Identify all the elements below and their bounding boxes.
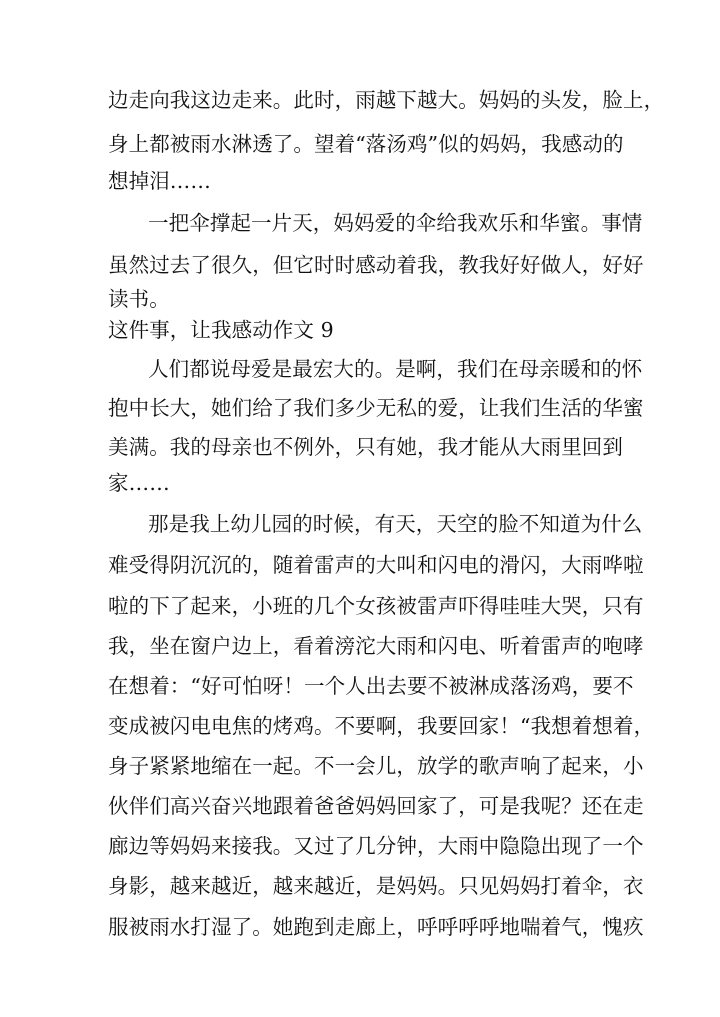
paragraph-line: 想掉泪…… [108,169,211,193]
paragraph-line: 啦的下了起来，小班的几个女孩被雷声吓得哇哇大哭，只有 [108,594,644,618]
paragraph-line: 廊边等妈妈来接我。又过了几分钟，大雨中隐隐出现了一个 [108,834,644,858]
paragraph-line: 边走向我这边走来。此时，雨越下越大。妈妈的头发，脸上， [108,88,665,112]
paragraph-line: 身子紧紧地缩在一起。不一会儿，放学的歌声响了起来，小 [108,754,644,778]
paragraph-line: 伙伴们高兴奋兴地跟着爸爸妈妈回家了，可是我呢？还在走 [108,794,644,818]
paragraph-line: 难受得阴沉沉的，随着雷声的大叫和闪电的滑闪，大雨哗啦 [108,553,644,577]
paragraph-line: 虽然过去了很久，但它时时感动着我，教我好好做人，好好 [108,253,644,277]
paragraph-line: 身影，越来越近，越来越近，是妈妈。只见妈妈打着伞，衣 [108,874,644,898]
paragraph-line: 在想着：“好可怕呀！一个人出去要不被淋成落汤鸡，要不 [108,674,634,698]
article-heading: 这件事，让我感动作文 9 [108,318,334,342]
paragraph-line: 抱中长大，她们给了我们多少无私的爱，让我们生活的华蜜 [108,396,644,420]
paragraph-line: 美满。我的母亲也不例外，只有她，我才能从大雨里回到 [108,435,623,459]
paragraph-line: 读书。 [108,287,170,311]
paragraph-line: 服被雨水打湿了。她跑到走廊上，呼呼呼呼地喘着气，愧疚 [108,915,644,939]
paragraph-line: 我，坐在窗户边上，看着滂沱大雨和闪电、听着雷声的咆哮 [108,634,644,658]
paragraph-line: 变成被闪电电焦的烤鸡。不要啊，我要回家！“我想着想着， [108,714,655,738]
paragraph-line: 家…… [108,471,170,495]
paragraph-line: 一把伞撑起一片天，妈妈爱的伞给我欢乐和华蜜。事情 [148,211,643,235]
paragraph-line: 人们都说母爱是最宏大的。是啊，我们在母亲暖和的怀 [148,357,643,381]
paragraph-line: 那是我上幼儿园的时候，有天，天空的脸不知道为什么 [148,512,643,536]
paragraph-line: 身上都被雨水淋透了。望着“落汤鸡”似的妈妈，我感动的 [108,132,624,156]
